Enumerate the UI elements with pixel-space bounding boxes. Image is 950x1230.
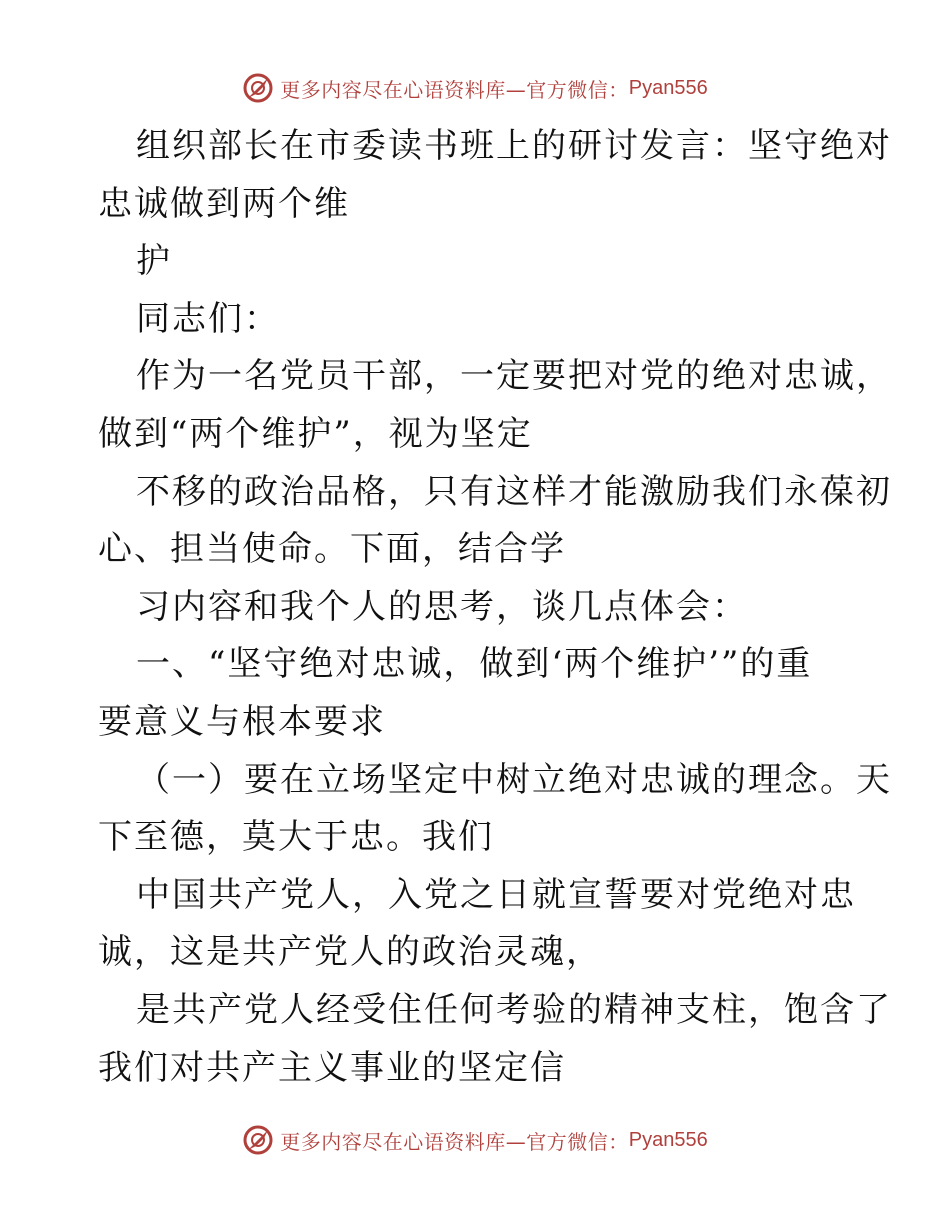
title-line-1: 组织部长在市委读书班上的研讨发言：坚守绝对	[136, 126, 892, 166]
paragraph-line: 做到“两个维护”，视为坚定	[98, 413, 533, 454]
document-body	[98, 118, 892, 1097]
subsection-line: （一）要在立场坚定中树立绝对忠诚的理念。天	[136, 759, 892, 800]
header-banner-handle: Pyan556	[628, 76, 708, 99]
paragraph-line: 是共产党人经受住任何考验的精神支柱，饱含了	[136, 989, 892, 1030]
header-banner-text: 更多内容尽在心语资料库—官方微信：	[280, 77, 629, 102]
paragraph-line: 作为一名党员干部，一定要把对党的绝对忠诚，	[136, 356, 892, 397]
paragraph-line: 不移的政治品格，只有这样才能激励我们永葆初	[136, 471, 892, 512]
paragraph-line: 诚，这是共产党人的政治灵魂，	[98, 932, 602, 973]
subsection-line: 下至德，莫大于忠。我们	[98, 817, 494, 858]
footer-banner-handle: Pyan556	[628, 1128, 708, 1151]
footer-banner	[0, 1120, 950, 1160]
section-heading-line: 要意义与根本要求	[98, 701, 386, 742]
paragraph-line: 习内容和我个人的思考，谈几点体会：	[136, 586, 748, 627]
paragraph-line: 心、担当使命。下面，结合学	[98, 529, 566, 570]
salutation: 同志们：	[136, 298, 280, 339]
header-banner	[0, 68, 950, 108]
quill-pen-logo-icon	[242, 1124, 274, 1156]
title-line-3: 护	[136, 241, 172, 282]
footer-banner-text: 更多内容尽在心语资料库—官方微信：	[280, 1129, 629, 1154]
quill-pen-logo-icon	[242, 72, 274, 104]
paragraph-line: 我们对共产主义事业的坚定信	[98, 1047, 566, 1088]
paragraph-line: 中国共产党人，入党之日就宣誓要对党绝对忠	[136, 874, 856, 915]
section-heading-line: 一、“坚守绝对忠诚，做到‘两个维护’”的重	[136, 644, 813, 685]
title-line-2: 忠诚做到两个维	[98, 183, 350, 224]
